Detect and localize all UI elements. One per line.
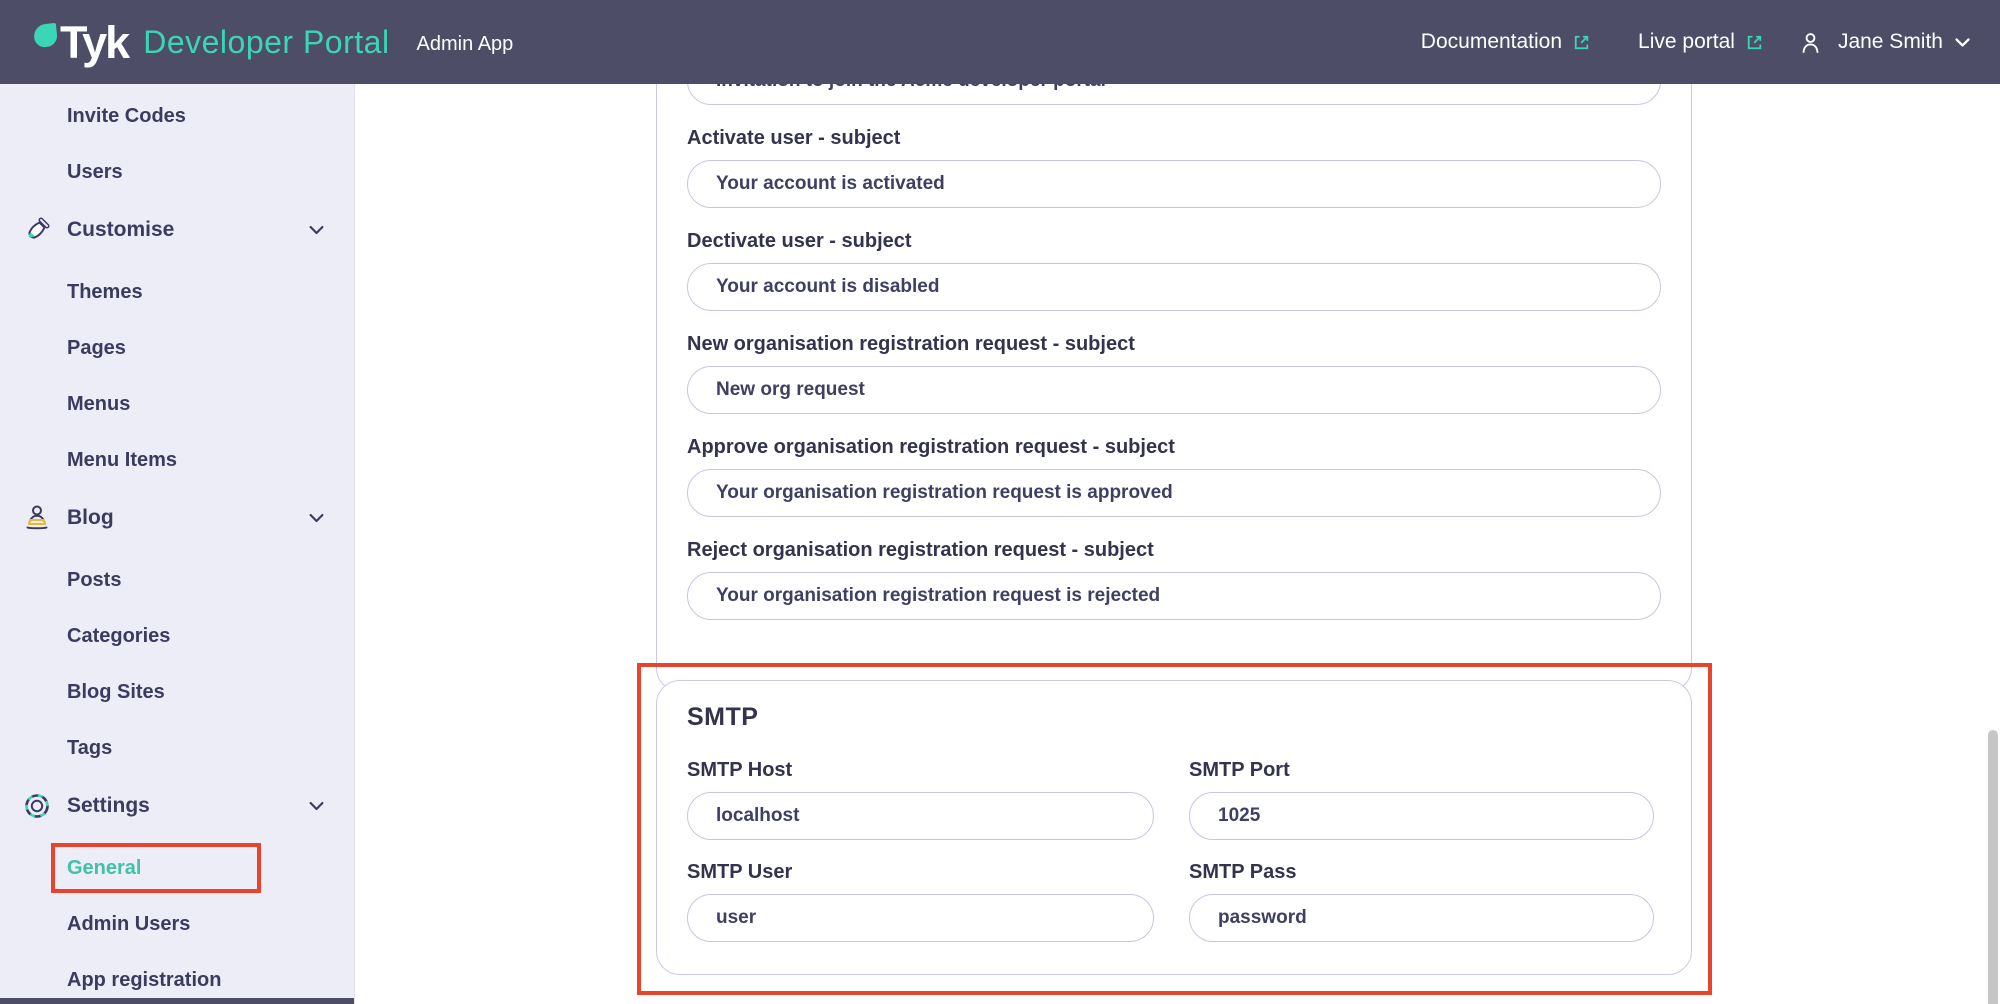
user-name: Jane Smith [1837,30,1943,53]
sidebar-item-label: Menus [67,392,131,415]
sidebar-item-menu-items[interactable] [0,432,354,488]
form-field [687,332,1661,414]
field-label: SMTP Pass [1189,861,1297,883]
sidebar-item-label: Pages [67,336,126,359]
live-portal-link[interactable] [1638,30,1765,54]
smtp-host-input[interactable] [687,792,1154,840]
tyk-leaf-logo-icon [33,22,58,47]
sidebar-item-menus[interactable] [0,376,354,432]
sidebar-section-label: Blog [67,506,114,529]
field-label: Approve organisation registration request - subject [687,436,1175,458]
live-portal-label: Live portal [1638,30,1735,53]
chevron-down-icon [307,509,326,528]
form-field [687,229,1661,311]
email-subjects-card [656,44,1692,692]
sidebar-item-label: General [67,856,142,879]
sidebar-section-settings[interactable] [0,778,354,834]
sidebar-item-themes[interactable] [0,264,354,320]
smtp-fields-grid [687,758,1661,942]
form-field [687,126,1661,208]
form-field [687,860,1154,942]
main-content [355,84,2000,1004]
sidebar-section-label: Customise [67,218,175,241]
new-org-request-subject-input[interactable] [687,366,1661,414]
sidebar-item-posts[interactable] [0,552,354,608]
general-annotation-highlight [51,843,261,893]
field-label: SMTP Host [687,759,793,781]
sidebar-item-label: Tags [67,736,113,759]
user-menu[interactable] [1797,29,1972,56]
form-field [1189,860,1654,942]
sidebar-item-invite-codes[interactable] [0,88,354,144]
paintbrush-icon [20,213,54,247]
sidebar-item-label: Admin Users [67,912,191,935]
sidebar-item-admin-users[interactable] [0,896,354,952]
sidebar-item-pages[interactable] [0,320,354,376]
sidebar-item-app-registration[interactable] [0,952,354,1004]
smtp-pass-input[interactable] [1189,894,1654,942]
deactivate-user-subject-input[interactable] [687,263,1661,311]
sidebar-item-categories[interactable] [0,608,354,664]
documentation-label: Documentation [1420,30,1563,53]
sidebar-section-customise[interactable] [0,202,354,258]
sidebar-bottom-strip [0,998,355,1004]
tyk-logo-text: Tyk [60,16,129,68]
reject-org-request-subject-input[interactable] [687,572,1661,620]
top-navigation-bar [0,0,2000,84]
chevron-down-icon [307,221,326,240]
field-label: Dectivate user - subject [687,230,912,252]
app-name: Admin App [416,32,514,55]
chevron-down-icon [1953,33,1972,52]
smtp-card [656,680,1692,975]
sidebar-item-label: Users [67,160,123,183]
field-label: SMTP User [687,861,793,883]
user-icon [1797,29,1824,56]
smtp-section-title: SMTP [687,703,759,731]
gear-icon [20,789,54,823]
sidebar-item-label: Invite Codes [67,104,186,127]
form-field [1189,758,1654,840]
field-label: SMTP Port [1189,759,1290,781]
sidebar-item-blog-sites[interactable] [0,664,354,720]
top-nav-links [1421,29,1972,56]
smtp-port-input[interactable] [1189,792,1654,840]
sidebar-item-label: Categories [67,624,171,647]
smtp-annotation-highlight [637,663,1712,995]
sidebar-item-label: Blog Sites [67,680,165,703]
field-label: Activate user - subject [687,127,901,149]
vertical-scrollbar[interactable] [1988,730,1998,1004]
sidebar-item-label: Menu Items [67,448,178,471]
sidebar-item-label: Posts [67,568,122,591]
smtp-user-input[interactable] [687,894,1154,942]
sidebar-section-label: Settings [67,794,150,817]
sidebar [0,84,355,1004]
product-name: Developer Portal [143,23,390,60]
approve-org-request-subject-input[interactable] [687,469,1661,517]
field-label: New organisation registration request - subject [687,333,1135,355]
field-label: Reject organisation registration request - subject [687,539,1154,561]
documentation-link[interactable] [1421,30,1592,54]
external-link-icon [1744,32,1765,53]
sidebar-section-blog[interactable] [0,490,354,546]
form-field [687,538,1661,620]
sidebar-item-tags[interactable] [0,720,354,776]
sidebar-item-users[interactable] [0,144,354,200]
form-field [687,758,1154,840]
external-link-icon [1571,32,1592,53]
activate-user-subject-input[interactable] [687,160,1661,208]
sidebar-item-general[interactable] [0,840,354,896]
blog-icon [20,501,54,535]
sidebar-item-label: Themes [67,280,143,303]
chevron-down-icon [307,797,326,816]
sidebar-item-label: App registration [67,968,222,991]
brand-logo[interactable] [34,16,390,68]
form-field [687,435,1661,517]
